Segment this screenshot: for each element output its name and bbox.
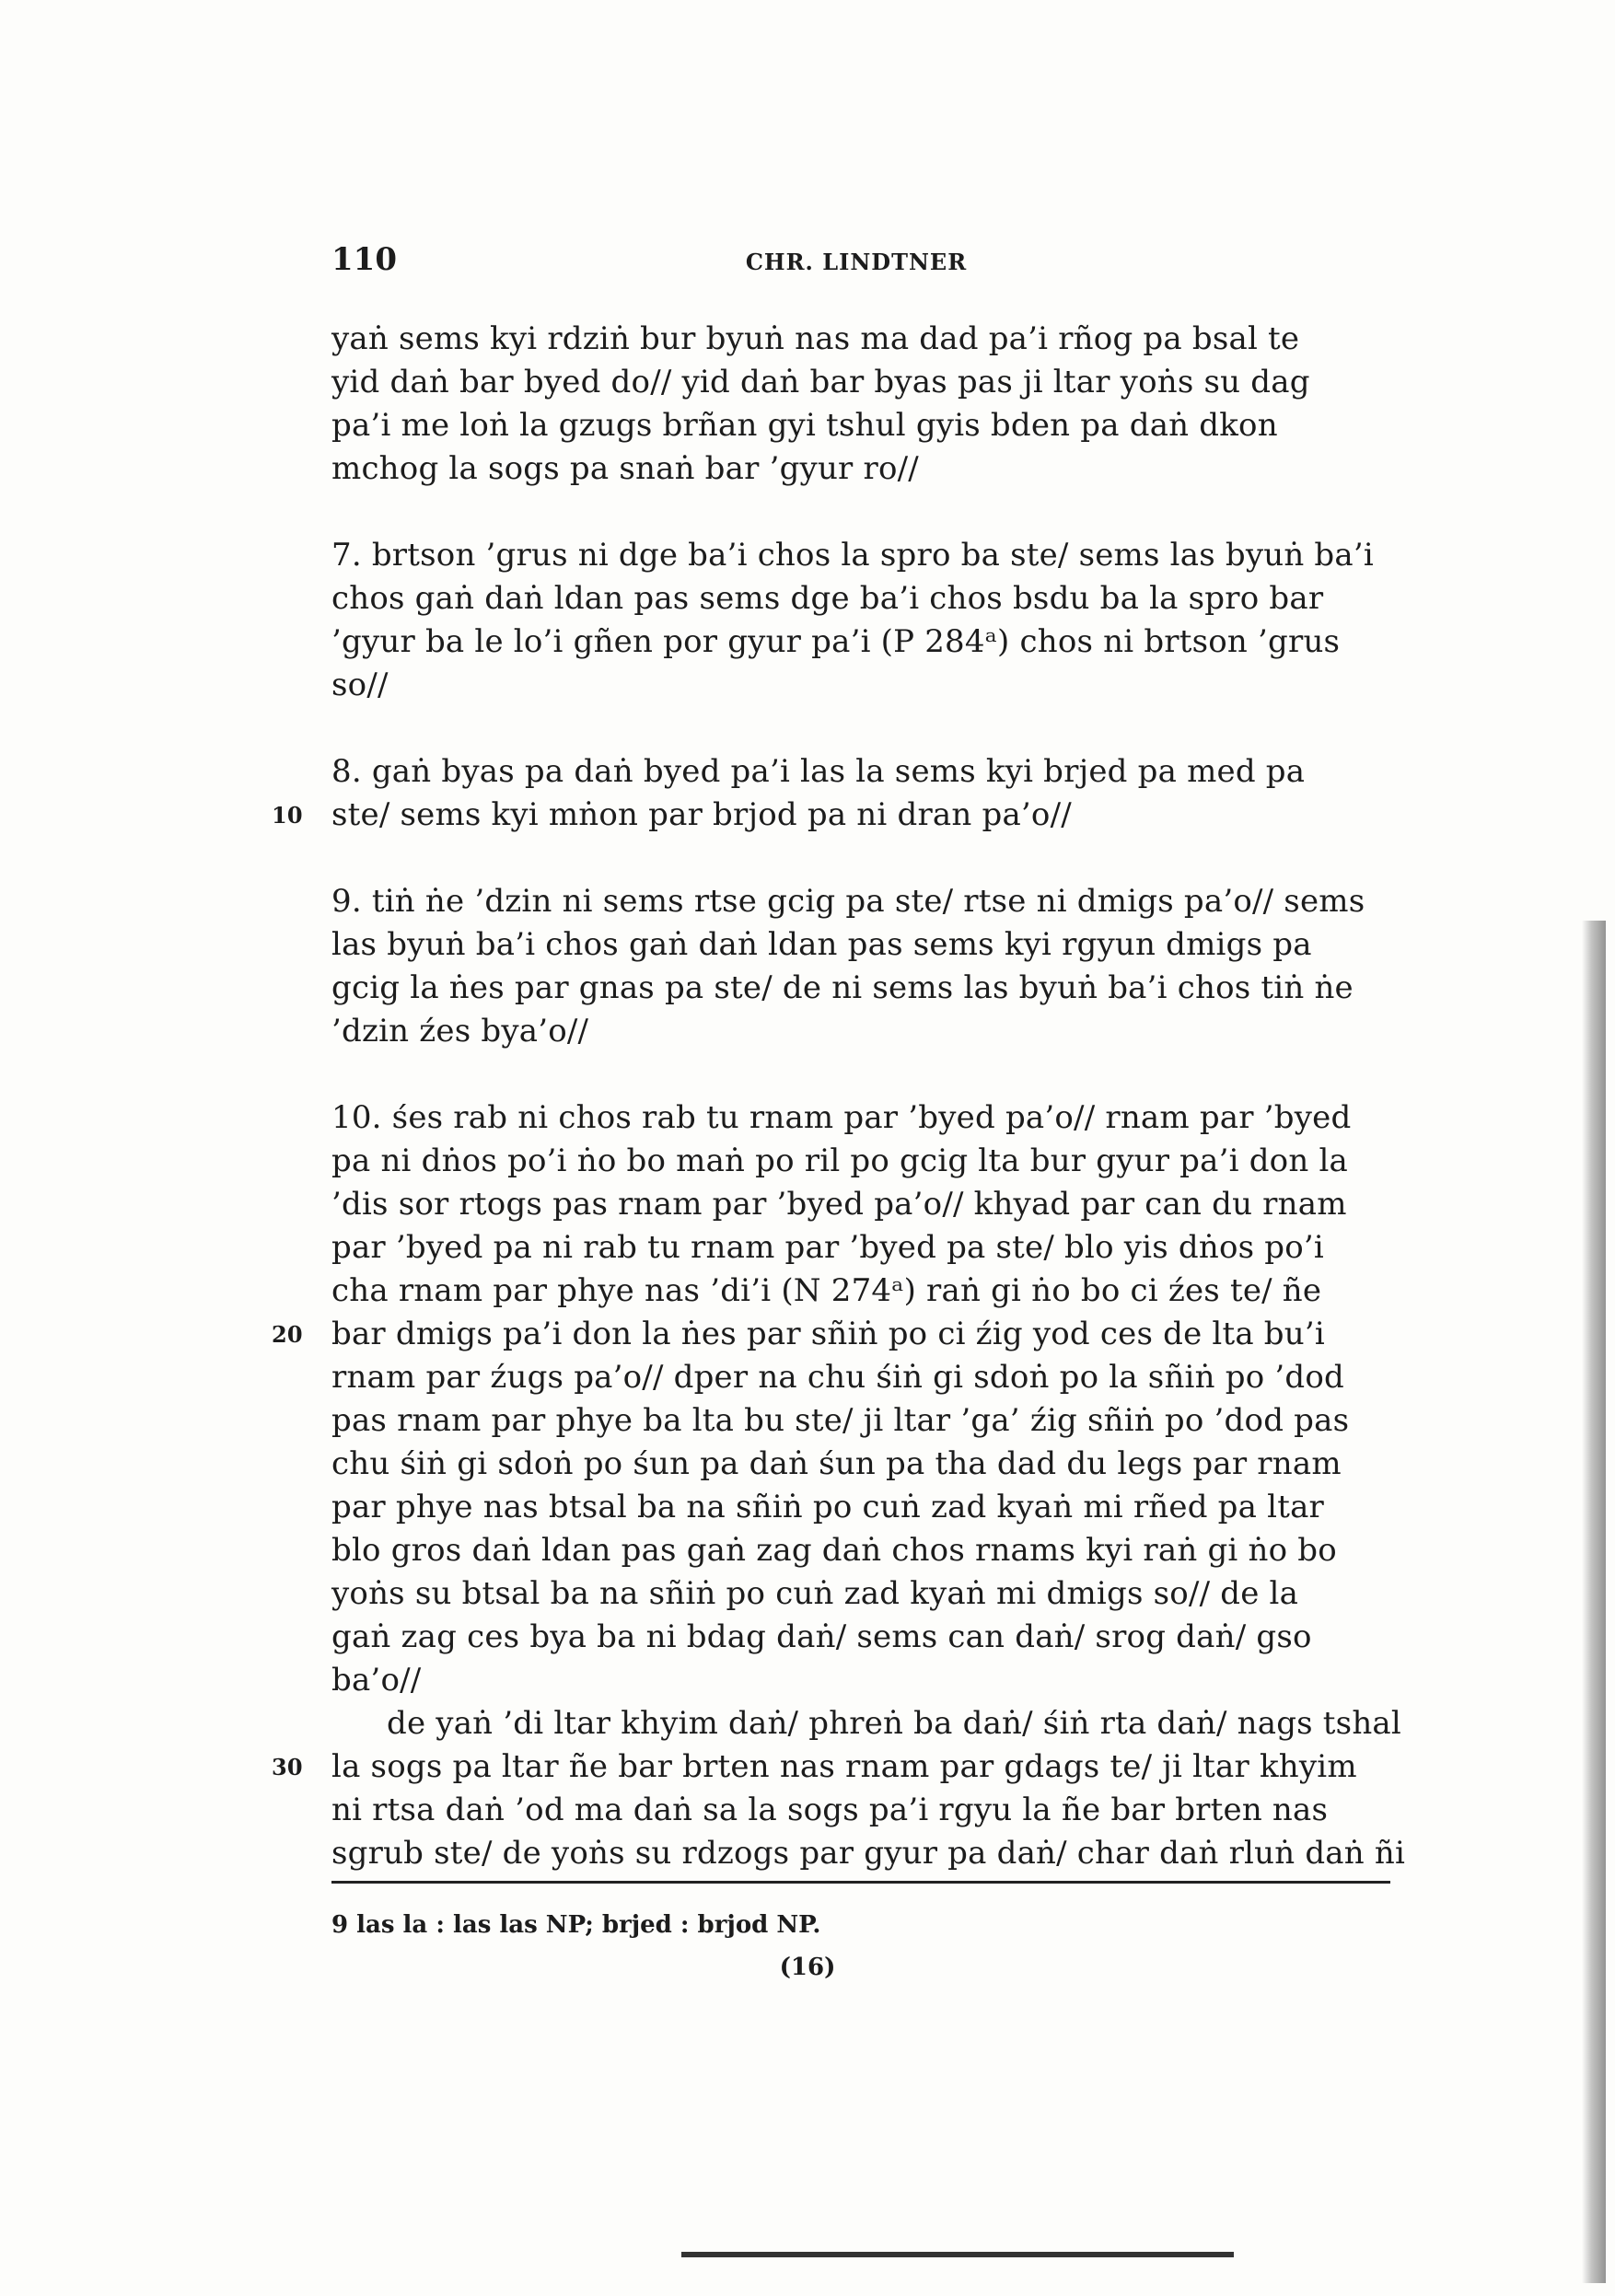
- line-text: ste/ sems kyi mṅon par brjod pa ni dran pa’o//: [331, 796, 1072, 833]
- text-line: [331, 1356, 1390, 1399]
- line-text: pas rnam par phye ba lta bu ste/ ji ltar ’ga’ źig sñiṅ po ’dod pas: [331, 1402, 1350, 1439]
- text-line: [331, 1702, 1401, 1745]
- body-text: [272, 318, 1406, 1875]
- line-text: rnam par źugs pa’o// dper na chu śiṅ gi sdoṅ po la sñiṅ po ’dod: [331, 1359, 1344, 1396]
- page-number: 110: [331, 241, 397, 278]
- line-text: 8. gaṅ byas pa daṅ byed pa’i las la sems kyi brjed pa med pa: [331, 753, 1306, 790]
- text-line: [331, 404, 1390, 447]
- text-line: [331, 318, 1390, 361]
- paragraph-p7: [331, 534, 1390, 707]
- line-text: pa ni dṅos po’i ṅo bo maṅ po ril po gcig lta bur gyur pa’i don la: [331, 1142, 1348, 1179]
- scan-edge-shadow: [1582, 921, 1606, 2283]
- line-text: 9. tiṅ ṅe ’dzin ni sems rtse gcig pa ste/ rtse ni dmigs pa’o// sems: [331, 883, 1365, 920]
- text-line: [331, 664, 1390, 707]
- text-line: [331, 1572, 1390, 1616]
- line-text: yid daṅ bar byed do// yid daṅ bar byas pas ji ltar yoṅs su dag: [331, 364, 1310, 400]
- text-line: [272, 794, 1390, 837]
- text-line: [331, 1399, 1390, 1443]
- text-line: [331, 1616, 1390, 1659]
- text-line: [331, 1486, 1390, 1529]
- line-text: ni rtsa daṅ ’od ma daṅ sa la sogs pa’i rgyu la ñe bar brten nas: [331, 1792, 1329, 1828]
- line-text: la sogs pa ltar ñe bar brten nas rnam par gdags te/ ji ltar khyim: [331, 1748, 1357, 1785]
- text-line: [331, 1789, 1390, 1832]
- line-text: yaṅ sems kyi rdziṅ bur byuṅ nas ma dad pa’i rñog pa bsal te: [331, 320, 1300, 357]
- paragraph-p9: [331, 880, 1390, 1053]
- line-text: gaṅ zag ces bya ba ni bdag daṅ/ sems can daṅ/ srog daṅ/ gso: [331, 1618, 1312, 1655]
- text-line: [331, 1010, 1390, 1053]
- line-text: las byuṅ ba’i chos gaṅ daṅ ldan pas sems kyi rgyun dmigs pa: [331, 926, 1312, 963]
- text-line: [331, 1529, 1390, 1572]
- line-text: blo gros daṅ ldan pas gaṅ zag daṅ chos rnams kyi raṅ gi ṅo bo: [331, 1532, 1337, 1569]
- line-text: gcig la ṅes par gnas pa ste/ de ni sems las byuṅ ba’i chos tiṅ ṅe: [331, 969, 1354, 1006]
- text-line: [331, 534, 1390, 577]
- paragraph-p10b: [272, 1702, 1406, 1875]
- line-text: cha rnam par phye nas ’di’i (N 274ᵃ) raṅ gi ṅo bo ci źes te/ ñe: [331, 1272, 1322, 1309]
- text-line: [331, 880, 1390, 923]
- line-text: bar dmigs pa’i don la ṅes par sñiṅ po ci źig yod ces de lta bu’i: [331, 1316, 1325, 1352]
- line-text: mchog la sogs pa snaṅ bar ’gyur ro//: [331, 450, 919, 487]
- text-line: [331, 1183, 1390, 1226]
- text-line: [272, 1745, 1390, 1789]
- line-number: 30: [272, 1754, 303, 1780]
- text-line: [331, 1226, 1390, 1270]
- line-text: sgrub ste/ de yoṅs su rdzogs par gyur pa daṅ/ char daṅ rluṅ daṅ ñi: [331, 1835, 1406, 1872]
- line-text: par ’byed pa ni rab tu rnam par ’byed pa ste/ blo yis dṅos po’i: [331, 1229, 1324, 1266]
- line-text: so//: [331, 667, 389, 703]
- text-line: [331, 750, 1390, 794]
- text-line: [331, 1270, 1390, 1313]
- text-line: [331, 1443, 1390, 1486]
- line-text: yoṅs su btsal ba na sñiṅ po cuṅ zad kyaṅ mi dmigs so// de la: [331, 1575, 1299, 1612]
- scan-edge-bottom: [681, 2252, 1234, 2257]
- line-number: 20: [272, 1321, 303, 1348]
- line-text: ’dzin źes bya’o//: [331, 1013, 589, 1049]
- text-line: [331, 923, 1390, 967]
- line-text: par phye nas btsal ba na sñiṅ po cuṅ zad kyaṅ mi rñed pa ltar: [331, 1489, 1324, 1525]
- paragraph-p1: [331, 318, 1390, 491]
- running-title: CHR. LINDTNER: [745, 249, 968, 275]
- text-line: [331, 447, 1390, 491]
- paragraph-p10: [272, 1096, 1390, 1702]
- line-text: chos gaṅ daṅ ldan pas sems dge ba’i chos bsdu ba la spro bar: [331, 580, 1324, 617]
- line-text: 7. brtson ’grus ni dge ba’i chos la spro ba ste/ sems las byuṅ ba’i: [331, 537, 1374, 574]
- paragraph-p8: [272, 750, 1390, 837]
- line-text: chu śiṅ gi sdoṅ po śun pa daṅ śun pa tha dad du legs par rnam: [331, 1445, 1342, 1482]
- text-line: [331, 1096, 1390, 1140]
- text-line: [331, 361, 1390, 404]
- text-line: [272, 1313, 1390, 1356]
- line-text: pa’i me loṅ la gzugs brñan gyi tshul gyis bden pa daṅ dkon: [331, 407, 1278, 444]
- line-number: 10: [272, 802, 303, 829]
- line-text: ’gyur ba le lo’i gñen por gyur pa’i (P 284ᵃ) chos ni brtson ’grus: [331, 623, 1341, 660]
- line-text: ’dis sor rtogs pas rnam par ’byed pa’o// khyad par can du rnam: [331, 1186, 1347, 1223]
- footnote-divider: [331, 1881, 1390, 1884]
- line-text: ba’o//: [331, 1662, 422, 1699]
- text-line: [331, 620, 1390, 664]
- text-line: [331, 1832, 1406, 1875]
- line-text: 10. śes rab ni chos rab tu rnam par ’byed pa’o// rnam par ’byed: [331, 1099, 1352, 1136]
- page-header: [331, 241, 1381, 285]
- text-line: [331, 1140, 1390, 1183]
- text-line: [331, 577, 1390, 620]
- sheet-number: (16): [779, 1954, 836, 1981]
- text-line: [331, 1659, 1390, 1702]
- text-line: [331, 967, 1390, 1010]
- footnote: 9 las la : las las NP; brjed : brjod NP.: [331, 1911, 821, 1939]
- line-text: de yaṅ ’di ltar khyim daṅ/ phreṅ ba daṅ/ śiṅ rta daṅ/ nags tshal: [387, 1705, 1401, 1742]
